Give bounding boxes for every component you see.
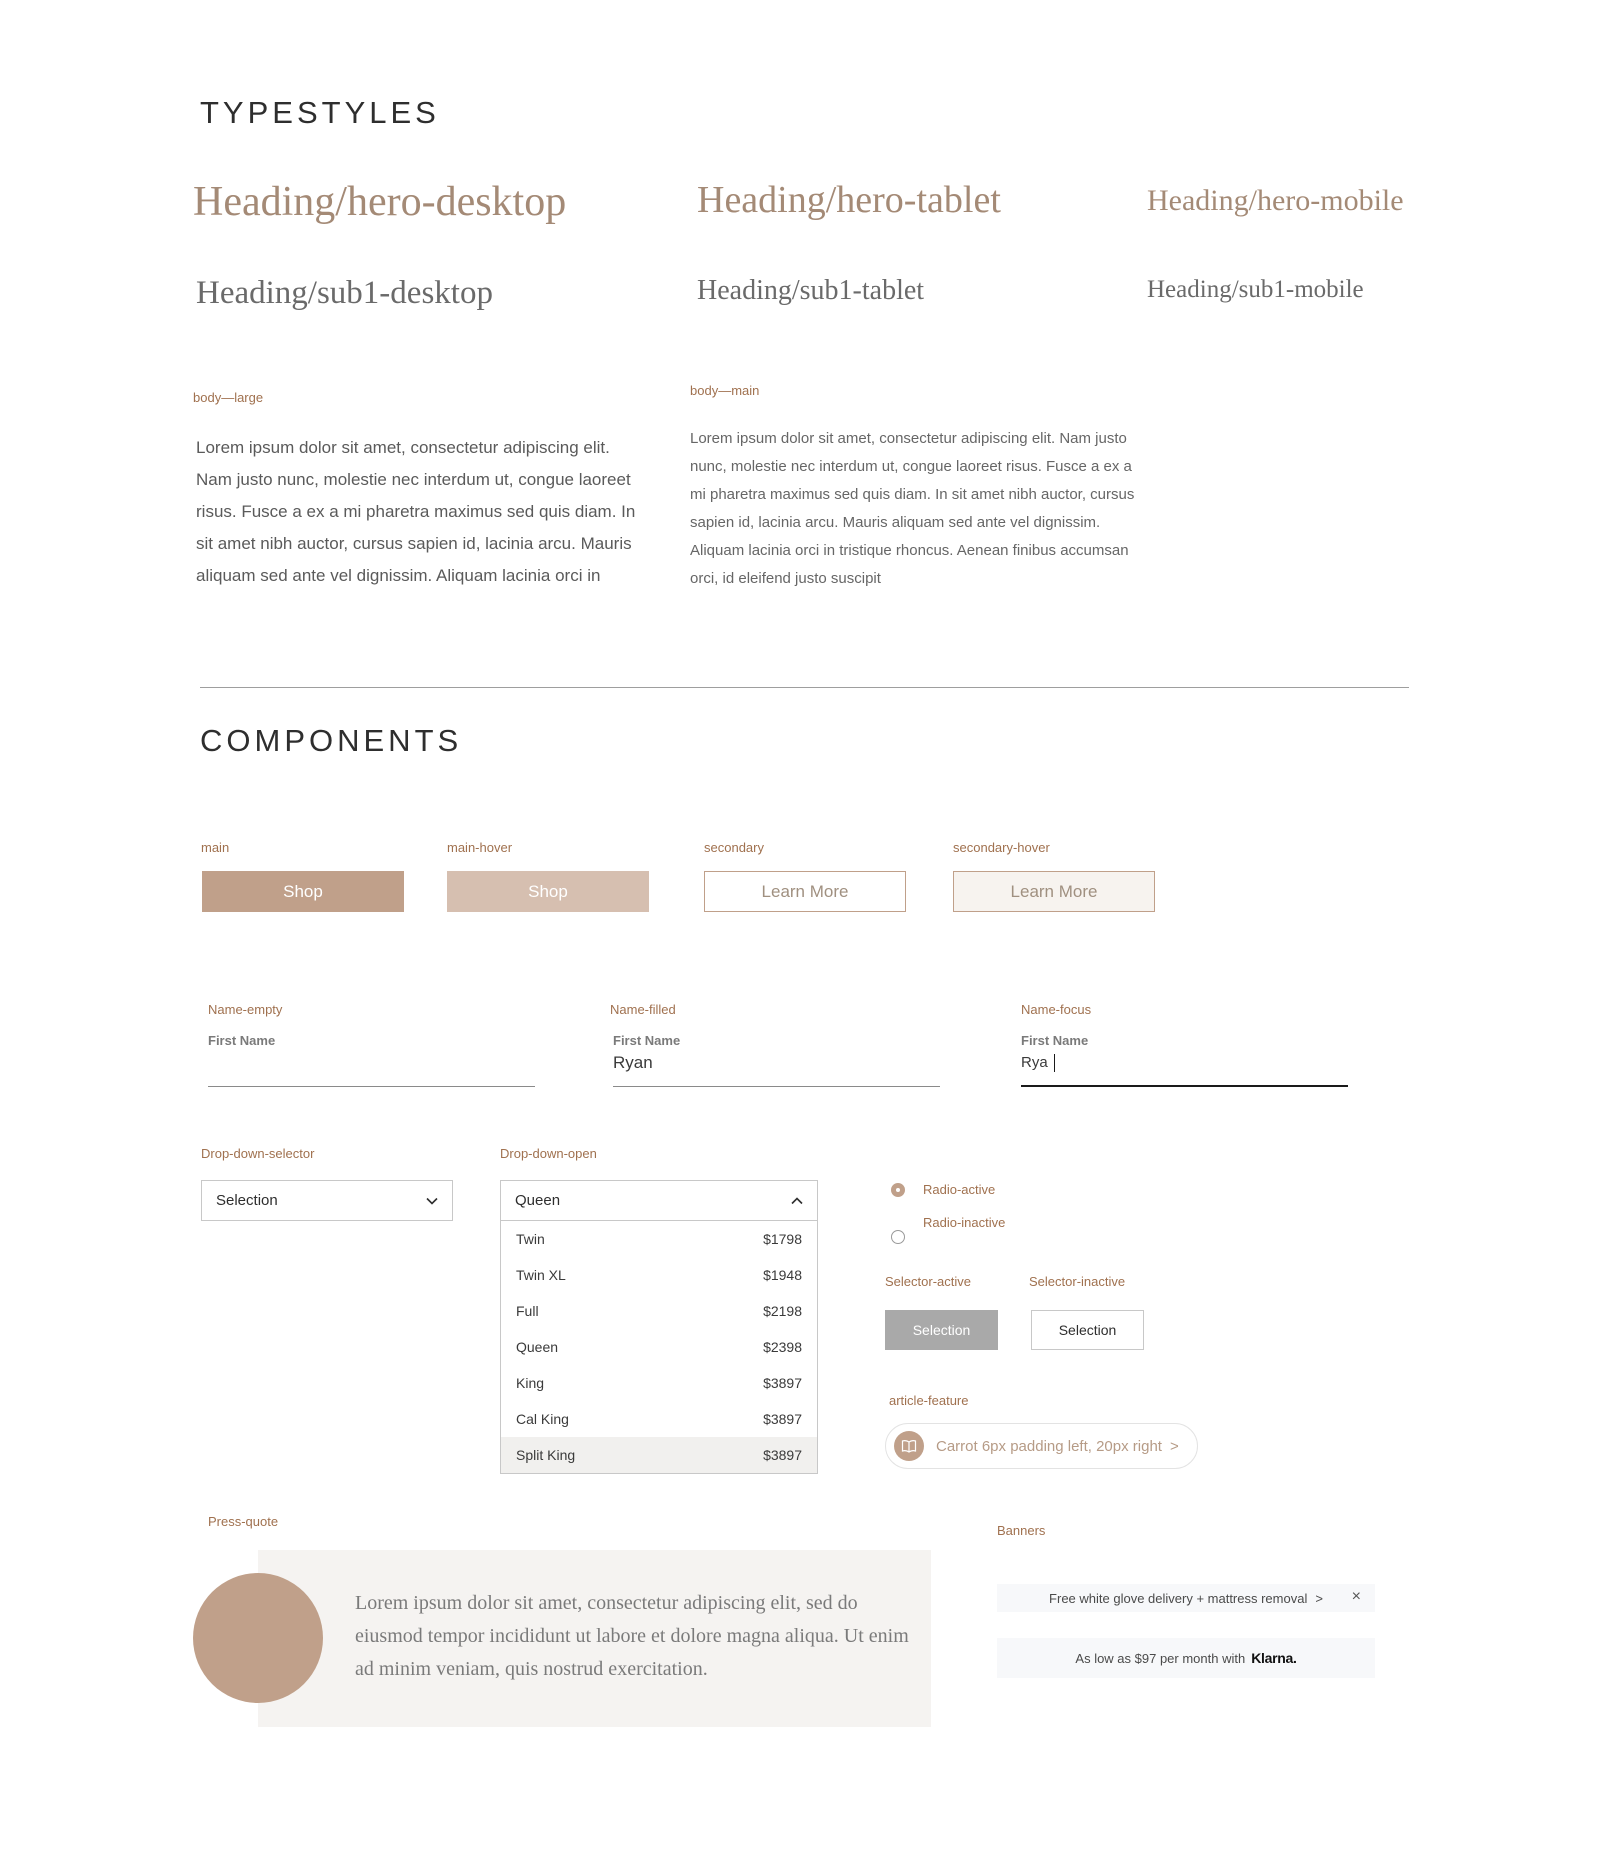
first-name-focus-value: Rya bbox=[1021, 1054, 1048, 1071]
button-secondary-label: secondary bbox=[704, 840, 764, 855]
first-name-caption-focus: First Name bbox=[1021, 1033, 1089, 1048]
dropdown-option[interactable] bbox=[501, 1329, 817, 1365]
dropdown-option[interactable] bbox=[501, 1365, 817, 1401]
option-price: $1798 bbox=[763, 1231, 802, 1247]
dropdown-selector-value: Selection bbox=[216, 1192, 278, 1209]
body-large-label: body—large bbox=[193, 390, 264, 405]
shop-button[interactable]: Shop bbox=[202, 871, 404, 912]
option-price: $2398 bbox=[763, 1339, 802, 1355]
press-logo-circle bbox=[193, 1573, 323, 1703]
press-quote-label: Press-quote bbox=[208, 1514, 279, 1529]
learn-more-button[interactable]: Learn More bbox=[704, 871, 906, 912]
dropdown-option-highlighted[interactable] bbox=[501, 1437, 817, 1473]
option-name: Twin bbox=[516, 1231, 545, 1247]
first-name-underline-focus bbox=[1021, 1085, 1348, 1087]
dropdown-option[interactable] bbox=[501, 1293, 817, 1329]
name-empty-label: Name-empty bbox=[208, 1002, 283, 1017]
klarna-logo: Klarna. bbox=[1251, 1650, 1297, 1666]
radio-active-label: Radio-active bbox=[923, 1182, 996, 1197]
chevron-right-icon: > bbox=[1315, 1590, 1323, 1606]
banners-label: Banners bbox=[997, 1523, 1046, 1538]
option-price: $3897 bbox=[763, 1375, 802, 1391]
selector-chip-active[interactable]: Selection bbox=[885, 1310, 998, 1350]
heading-hero-desktop: Heading/hero-desktop bbox=[193, 179, 567, 225]
option-price: $3897 bbox=[763, 1411, 802, 1427]
dropdown-selector-label: Drop-down-selector bbox=[201, 1146, 315, 1161]
option-name: Full bbox=[516, 1303, 539, 1319]
heading-sub1-mobile: Heading/sub1-mobile bbox=[1147, 276, 1364, 303]
klarna-banner bbox=[997, 1638, 1375, 1678]
first-name-underline-filled bbox=[613, 1086, 940, 1087]
dropdown-option[interactable] bbox=[501, 1257, 817, 1293]
chevron-right-icon: > bbox=[1169, 1437, 1179, 1455]
article-feature-pill[interactable] bbox=[885, 1423, 1198, 1469]
option-price: $1948 bbox=[763, 1267, 802, 1283]
first-name-input-filled[interactable]: Ryan bbox=[613, 1053, 653, 1072]
option-name: Queen bbox=[516, 1339, 559, 1355]
first-name-caption-empty: First Name bbox=[208, 1033, 276, 1048]
text-caret bbox=[1054, 1054, 1055, 1072]
option-name: Cal King bbox=[516, 1411, 569, 1427]
delivery-banner[interactable] bbox=[997, 1584, 1375, 1612]
chevron-up-icon bbox=[791, 1192, 803, 1209]
heading-sub1-tablet: Heading/sub1-tablet bbox=[697, 275, 925, 306]
dropdown-open-value: Queen bbox=[515, 1192, 561, 1209]
radio-button-active[interactable] bbox=[891, 1183, 905, 1197]
option-price: $3897 bbox=[763, 1447, 802, 1463]
option-name: Twin XL bbox=[516, 1267, 566, 1283]
dropdown-option[interactable] bbox=[501, 1401, 817, 1437]
radio-button-inactive[interactable] bbox=[891, 1230, 905, 1244]
shop-button-hover[interactable]: Shop bbox=[447, 871, 649, 912]
first-name-input-empty[interactable] bbox=[208, 1050, 535, 1086]
button-main-hover-label: main-hover bbox=[447, 840, 513, 855]
selector-inactive-label: Selector-inactive bbox=[1029, 1274, 1126, 1289]
article-feature-text: Carrot 6px padding left, 20px right bbox=[936, 1437, 1162, 1455]
first-name-caption-filled: First Name bbox=[613, 1033, 681, 1048]
section-divider bbox=[200, 687, 1409, 688]
delivery-banner-text: Free white glove delivery + mattress removal bbox=[1049, 1590, 1308, 1606]
option-name: Split King bbox=[516, 1447, 576, 1463]
dropdown-options-list bbox=[500, 1221, 818, 1474]
dropdown-selector[interactable] bbox=[201, 1180, 453, 1221]
selector-active-label: Selector-active bbox=[885, 1274, 971, 1289]
chevron-down-icon bbox=[426, 1192, 438, 1209]
klarna-banner-text: As low as $97 per month with bbox=[1075, 1650, 1246, 1666]
button-secondary-hover-label: secondary-hover bbox=[953, 840, 1050, 855]
dropdown-option[interactable] bbox=[501, 1221, 817, 1257]
name-filled-label: Name-filled bbox=[610, 1002, 676, 1017]
body-large-text: Lorem ipsum dolor sit amet, consectetur adipiscing elit. Nam justo nunc, molestie nec interdum ut, congue laoreet risus. Fusce a ex a mi pharetra maximus sed quis diam. In sit amet nibh auctor, cursus sapien id, lacinia arcu. Mauris aliquam sed ante vel dignissim. Aliquam lacinia orci in bbox=[196, 438, 636, 585]
body-main-text: Lorem ipsum dolor sit amet, consectetur adipiscing elit. Nam justo nunc, molestie nec interdum ut, congue laoreet risus. Fusce a ex a mi pharetra maximus sed quis diam. In sit amet nibh auctor, cursus sapien id, lacinia arcu. Mauris aliquam sed ante vel dignissim. Aliquam lacinia orci in tristique rhoncus. Aenean finibus accumsan orci, id eleifend justo suscipit bbox=[690, 430, 1135, 587]
body-main-label: body—main bbox=[690, 383, 760, 398]
dropdown-open-label: Drop-down-open bbox=[500, 1146, 597, 1161]
heading-hero-mobile: Heading/hero-mobile bbox=[1147, 184, 1404, 217]
option-name: King bbox=[516, 1375, 545, 1391]
press-quote-text: Lorem ipsum dolor sit amet, consectetur adipiscing elit, sed do eiusmod tempor incididunt ut labore et dolore magna aliqua. Ut enim ad minim veniam, quis nostrud exercitation. bbox=[355, 1592, 909, 1680]
first-name-underline-empty bbox=[208, 1086, 535, 1087]
button-main-label: main bbox=[201, 840, 230, 855]
selector-chip-inactive[interactable]: Selection bbox=[1031, 1310, 1144, 1350]
heading-sub1-desktop: Heading/sub1-desktop bbox=[196, 275, 493, 311]
option-price: $2198 bbox=[763, 1303, 802, 1319]
book-icon bbox=[894, 1431, 924, 1461]
heading-hero-tablet: Heading/hero-tablet bbox=[697, 179, 1001, 221]
components-title: COMPONENTS bbox=[200, 723, 463, 758]
name-focus-label: Name-focus bbox=[1021, 1002, 1092, 1017]
typestyles-title: TYPESTYLES bbox=[200, 95, 440, 130]
first-name-input-focus[interactable] bbox=[1021, 1054, 1055, 1072]
learn-more-button-hover[interactable]: Learn More bbox=[953, 871, 1155, 912]
dropdown-open[interactable] bbox=[500, 1180, 818, 1221]
article-feature-label: article-feature bbox=[889, 1393, 969, 1408]
close-icon[interactable]: × bbox=[1351, 1588, 1361, 1605]
radio-inactive-label: Radio-inactive bbox=[923, 1215, 1006, 1230]
